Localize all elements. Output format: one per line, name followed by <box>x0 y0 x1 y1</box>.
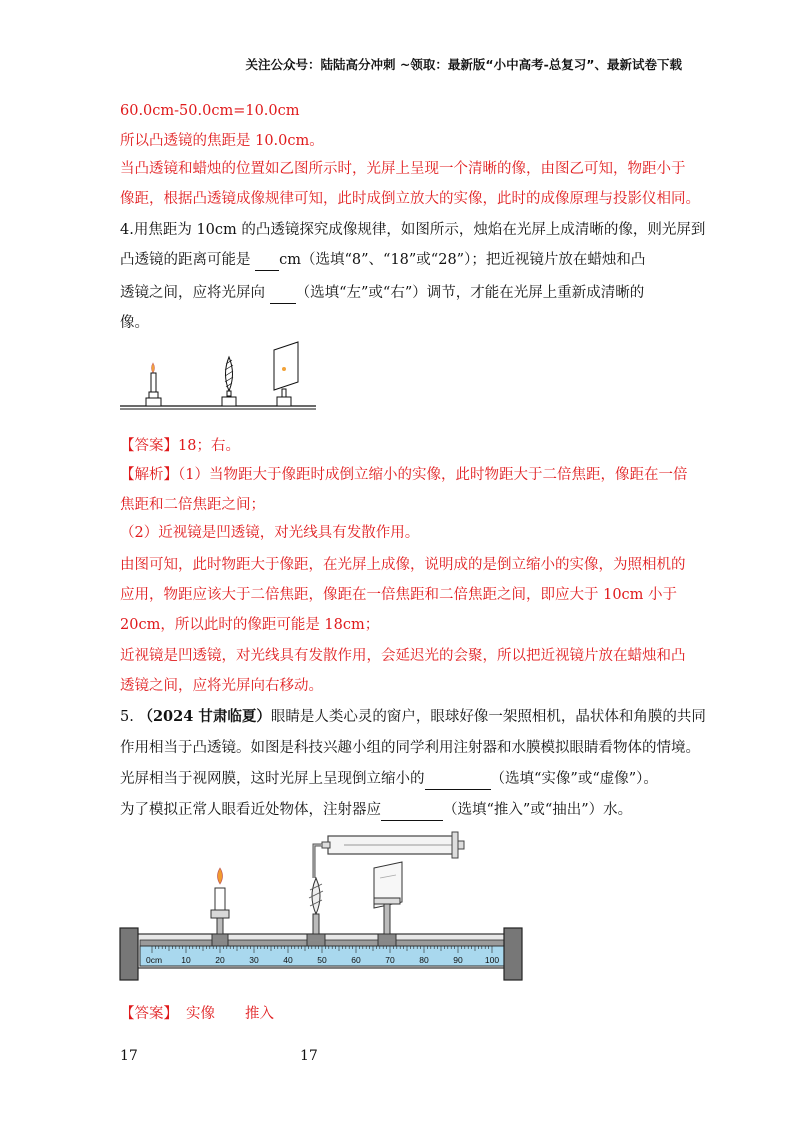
question-5-text <box>120 707 720 727</box>
question-4-text-part: cm（选填“8”、“18”或“28”）；把近视镜片放在蜡烛和凸 <box>279 252 646 268</box>
question-5-text-part: 为了模拟正常人眼看近处物体，注射器应 <box>120 802 381 818</box>
scale-label: 10 <box>181 955 191 965</box>
question-4-text <box>120 250 720 271</box>
question-4-text-part: 凸透镜的距离可能是 <box>120 252 256 268</box>
scale-label: 80 <box>419 955 429 965</box>
answer-value: 实像 <box>186 1006 215 1022</box>
analysis-line: 焦距和二倍焦距之间； <box>120 497 265 513</box>
question-5-text: 作用相当于凸透镜。如图是科技兴趣小组的同学利用注射器和水膜模拟眼睛看物体的情境。 <box>120 740 700 756</box>
scale-label: 50 <box>317 955 327 965</box>
scale-label: 20 <box>215 955 225 965</box>
water-lens-icon <box>307 878 325 946</box>
scale-label: 60 <box>351 955 361 965</box>
question-4-text-part: （选填“左”或“右”）调节，才能在光屏上重新成清晰的 <box>295 285 645 301</box>
question-5-text-part: 光屏相当于视网膜，这时光屏上呈现倒立缩小的 <box>120 771 425 787</box>
question-4-text: 像。 <box>120 315 149 331</box>
question-4-text: 4.用焦距为 10cm 的凸透镜探究成像规律，如图所示，烛焰在光屏上成清晰的像，则光屏到 <box>120 222 706 238</box>
page-number-center: 17 <box>300 1048 318 1064</box>
scale-label: 30 <box>249 955 259 965</box>
solution-line: 60.0cm-50.0cm=10.0cm <box>120 103 300 119</box>
answer-blank <box>255 250 279 271</box>
question-5-text <box>120 800 720 821</box>
analysis-line: 20cm，所以此时的像距可能是 18cm； <box>120 617 380 633</box>
answer-blank <box>381 800 443 821</box>
optics-setup-figure <box>118 340 318 415</box>
candle-icon <box>146 363 161 406</box>
scale-label: 90 <box>453 955 463 965</box>
question-5-text-part: 眼睛是人类心灵的窗户，眼球好像一架照相机，晶状体和角膜的共同 <box>270 709 706 725</box>
page-header: 关注公众号：陆陆高分冲刺 ~领取：最新版“小中高考-总复习”、最新试卷下载 <box>245 57 682 72</box>
scale-label: 0cm <box>146 955 163 965</box>
solution-line: 所以凸透镜的焦距是 10.0cm。 <box>120 133 324 149</box>
answer-blank <box>270 283 296 304</box>
optical-bench-figure <box>118 828 526 988</box>
question-number: 5. <box>120 709 139 725</box>
candle-icon <box>211 868 229 946</box>
question-5-text-part: （选填“实像”或“虚像”）。 <box>490 771 658 787</box>
answer-value: 18；右。 <box>178 438 240 454</box>
page-number-left: 17 <box>120 1048 138 1064</box>
answer-line <box>120 436 720 456</box>
answer-value: 推入 <box>245 1006 274 1022</box>
analysis-line: 由图可知，此时物距大于像距，在光屏上成像，说明成的是倒立缩小的实像，为照相机的 <box>120 557 686 573</box>
analysis-line: （2）近视镜是凹透镜，对光线具有发散作用。 <box>120 525 420 541</box>
lens-icon <box>222 357 236 406</box>
answer-tag: 【答案】 <box>120 438 178 454</box>
question-4-text <box>120 283 720 304</box>
question-source: （2024 甘肃临夏） <box>138 708 271 725</box>
scale-label: 70 <box>385 955 395 965</box>
answer-blank <box>425 769 491 790</box>
solution-line: 当凸透镜和蜡烛的位置如乙图所示时，光屏上呈现一个清晰的像，由图乙可知，物距小于 <box>120 161 686 177</box>
analysis-line: 应用，物距应该大于二倍焦距，像距在一倍焦距和二倍焦距之间，即应大于 10cm 小于 <box>120 587 678 603</box>
answer-tag: 【答案】 <box>120 1006 178 1022</box>
answer-line <box>120 1004 720 1024</box>
scale-label: 100 <box>484 955 500 965</box>
analysis-text: （1）当物距大于像距时成倒立缩小的实像，此时物距大于二倍焦距，像距在一倍 <box>178 467 688 483</box>
question-5-text-part: （选填“推入”或“抽出”）水。 <box>443 802 633 818</box>
question-4-text-part: 透镜之间，应将光屏向 <box>120 285 270 301</box>
analysis-line: 近视镜是凹透镜，对光线具有发散作用，会延迟光的会聚，所以把近视镜片放在蜡烛和凸 <box>120 648 686 664</box>
scale-label: 40 <box>283 955 293 965</box>
question-5-text <box>120 769 720 790</box>
screen-icon <box>274 342 298 406</box>
solution-line: 像距，根据凸透镜成像规律可知，此时成倒立放大的实像，此时的成像原理与投影仪相同。 <box>120 191 700 207</box>
analysis-line <box>120 465 720 485</box>
analysis-tag: 【解析】 <box>120 467 178 483</box>
analysis-line: 透镜之间，应将光屏向右移动。 <box>120 678 323 694</box>
